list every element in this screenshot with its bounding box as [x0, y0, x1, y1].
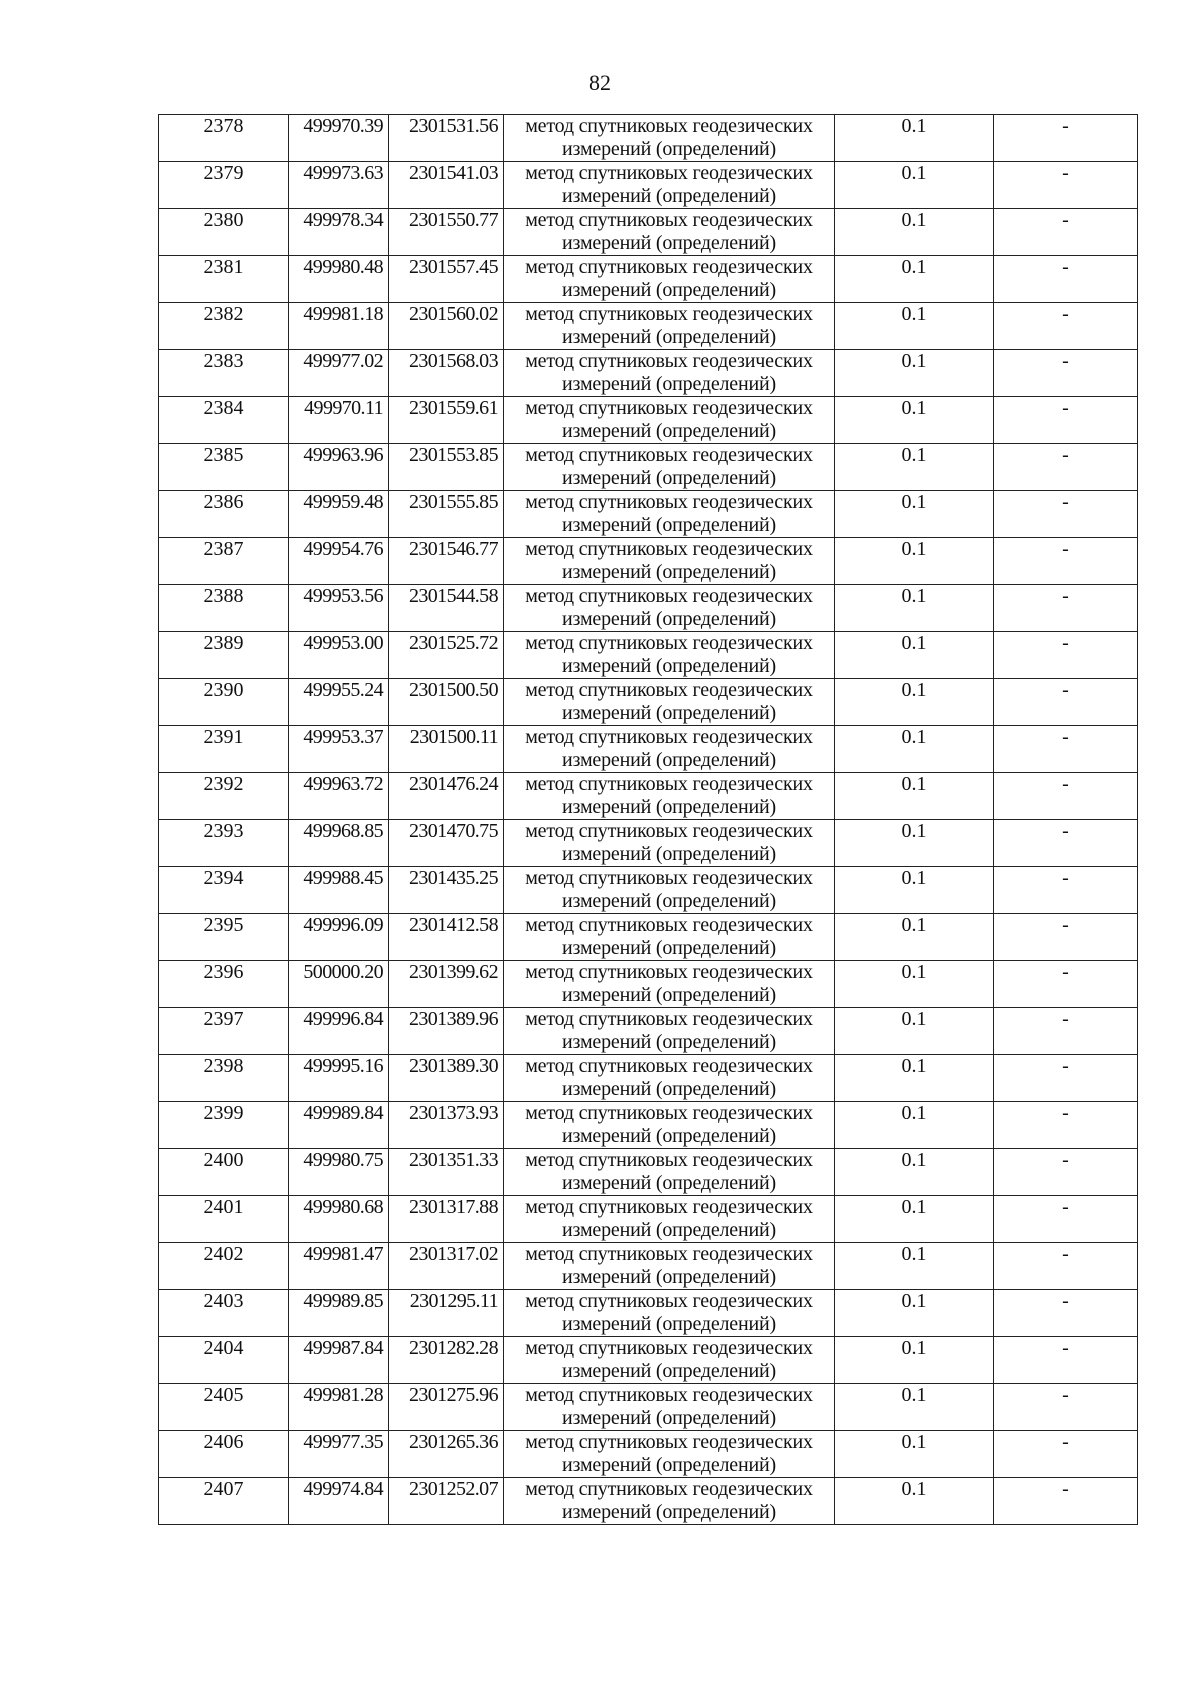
note-cell: - [994, 162, 1138, 209]
point-number-cell: 2383 [159, 350, 289, 397]
method-cell: метод спутниковых геодезических измерений (определений) [504, 1478, 835, 1525]
point-number-cell: 2399 [159, 1102, 289, 1149]
point-number-cell: 2391 [159, 726, 289, 773]
x-coordinate-cell: 499980.48 [289, 256, 389, 303]
page-number: 82 [589, 70, 611, 95]
note-cell: - [994, 1384, 1138, 1431]
table-row [159, 1102, 1138, 1149]
x-coordinate-cell: 499959.48 [289, 491, 389, 538]
table-row [159, 209, 1138, 256]
x-coordinate-cell: 499978.34 [289, 209, 389, 256]
point-number-cell: 2400 [159, 1149, 289, 1196]
accuracy-cell: 0.1 [835, 538, 994, 585]
note-cell: - [994, 1337, 1138, 1384]
y-coordinate-cell: 2301525.72 [389, 632, 504, 679]
y-coordinate-cell: 2301317.02 [389, 1243, 504, 1290]
x-coordinate-cell: 499980.68 [289, 1196, 389, 1243]
method-cell: метод спутниковых геодезических измерений (определений) [504, 444, 835, 491]
table-row [159, 115, 1138, 162]
accuracy-cell: 0.1 [835, 867, 994, 914]
y-coordinate-cell: 2301550.77 [389, 209, 504, 256]
table-row [159, 1055, 1138, 1102]
x-coordinate-cell: 499996.84 [289, 1008, 389, 1055]
x-coordinate-cell: 499977.02 [289, 350, 389, 397]
y-coordinate-cell: 2301559.61 [389, 397, 504, 444]
note-cell: - [994, 867, 1138, 914]
note-cell: - [994, 256, 1138, 303]
point-number-cell: 2390 [159, 679, 289, 726]
method-cell: метод спутниковых геодезических измерений (определений) [504, 1196, 835, 1243]
method-cell: метод спутниковых геодезических измерений (определений) [504, 820, 835, 867]
note-cell: - [994, 397, 1138, 444]
x-coordinate-cell: 499981.47 [289, 1243, 389, 1290]
point-number-cell: 2403 [159, 1290, 289, 1337]
note-cell: - [994, 1243, 1138, 1290]
accuracy-cell: 0.1 [835, 1243, 994, 1290]
x-coordinate-cell: 499989.84 [289, 1102, 389, 1149]
y-coordinate-cell: 2301317.88 [389, 1196, 504, 1243]
note-cell: - [994, 209, 1138, 256]
method-cell: метод спутниковых геодезических измерений (определений) [504, 1337, 835, 1384]
method-cell: метод спутниковых геодезических измерений (определений) [504, 1008, 835, 1055]
point-number-cell: 2396 [159, 961, 289, 1008]
method-cell: метод спутниковых геодезических измерений (определений) [504, 1243, 835, 1290]
accuracy-cell: 0.1 [835, 1384, 994, 1431]
accuracy-cell: 0.1 [835, 1431, 994, 1478]
table-row [159, 1384, 1138, 1431]
table-row [159, 1243, 1138, 1290]
method-cell: метод спутниковых геодезических измерений (определений) [504, 679, 835, 726]
note-cell: - [994, 1102, 1138, 1149]
note-cell: - [994, 538, 1138, 585]
coordinates-table [158, 114, 1138, 1525]
method-cell: метод спутниковых геодезических измерений (определений) [504, 303, 835, 350]
point-number-cell: 2398 [159, 1055, 289, 1102]
point-number-cell: 2389 [159, 632, 289, 679]
table-row [159, 1290, 1138, 1337]
y-coordinate-cell: 2301265.36 [389, 1431, 504, 1478]
point-number-cell: 2393 [159, 820, 289, 867]
note-cell: - [994, 1431, 1138, 1478]
y-coordinate-cell: 2301435.25 [389, 867, 504, 914]
y-coordinate-cell: 2301295.11 [389, 1290, 504, 1337]
table-row [159, 256, 1138, 303]
note-cell: - [994, 679, 1138, 726]
x-coordinate-cell: 499973.63 [289, 162, 389, 209]
point-number-cell: 2388 [159, 585, 289, 632]
method-cell: метод спутниковых геодезических измерений (определений) [504, 1055, 835, 1102]
table-row [159, 679, 1138, 726]
point-number-cell: 2395 [159, 914, 289, 961]
method-cell: метод спутниковых геодезических измерений (определений) [504, 773, 835, 820]
accuracy-cell: 0.1 [835, 632, 994, 679]
method-cell: метод спутниковых геодезических измерений (определений) [504, 397, 835, 444]
note-cell: - [994, 303, 1138, 350]
accuracy-cell: 0.1 [835, 1008, 994, 1055]
note-cell: - [994, 1055, 1138, 1102]
accuracy-cell: 0.1 [835, 303, 994, 350]
table-row [159, 538, 1138, 585]
table-row [159, 1337, 1138, 1384]
point-number-cell: 2394 [159, 867, 289, 914]
accuracy-cell: 0.1 [835, 820, 994, 867]
table-row [159, 1149, 1138, 1196]
method-cell: метод спутниковых геодезических измерений (определений) [504, 162, 835, 209]
x-coordinate-cell: 499996.09 [289, 914, 389, 961]
table-row [159, 444, 1138, 491]
method-cell: метод спутниковых геодезических измерений (определений) [504, 961, 835, 1008]
point-number-cell: 2406 [159, 1431, 289, 1478]
y-coordinate-cell: 2301252.07 [389, 1478, 504, 1525]
x-coordinate-cell: 499988.45 [289, 867, 389, 914]
x-coordinate-cell: 499968.85 [289, 820, 389, 867]
y-coordinate-cell: 2301399.62 [389, 961, 504, 1008]
method-cell: метод спутниковых геодезических измерений (определений) [504, 1149, 835, 1196]
table-row [159, 773, 1138, 820]
y-coordinate-cell: 2301557.45 [389, 256, 504, 303]
x-coordinate-cell: 499953.56 [289, 585, 389, 632]
y-coordinate-cell: 2301275.96 [389, 1384, 504, 1431]
note-cell: - [994, 961, 1138, 1008]
x-coordinate-cell: 499963.96 [289, 444, 389, 491]
x-coordinate-cell: 499974.84 [289, 1478, 389, 1525]
point-number-cell: 2380 [159, 209, 289, 256]
table-row [159, 303, 1138, 350]
method-cell: метод спутниковых геодезических измерений (определений) [504, 867, 835, 914]
point-number-cell: 2405 [159, 1384, 289, 1431]
table-row [159, 162, 1138, 209]
point-number-cell: 2401 [159, 1196, 289, 1243]
accuracy-cell: 0.1 [835, 162, 994, 209]
x-coordinate-cell: 499953.00 [289, 632, 389, 679]
accuracy-cell: 0.1 [835, 914, 994, 961]
x-coordinate-cell: 499980.75 [289, 1149, 389, 1196]
y-coordinate-cell: 2301541.03 [389, 162, 504, 209]
x-coordinate-cell: 499963.72 [289, 773, 389, 820]
note-cell: - [994, 914, 1138, 961]
note-cell: - [994, 350, 1138, 397]
y-coordinate-cell: 2301476.24 [389, 773, 504, 820]
method-cell: метод спутниковых геодезических измерений (определений) [504, 491, 835, 538]
method-cell: метод спутниковых геодезических измерений (определений) [504, 256, 835, 303]
y-coordinate-cell: 2301544.58 [389, 585, 504, 632]
point-number-cell: 2385 [159, 444, 289, 491]
point-number-cell: 2381 [159, 256, 289, 303]
point-number-cell: 2382 [159, 303, 289, 350]
point-number-cell: 2404 [159, 1337, 289, 1384]
accuracy-cell: 0.1 [835, 726, 994, 773]
y-coordinate-cell: 2301470.75 [389, 820, 504, 867]
x-coordinate-cell: 499987.84 [289, 1337, 389, 1384]
method-cell: метод спутниковых геодезических измерений (определений) [504, 115, 835, 162]
y-coordinate-cell: 2301500.11 [389, 726, 504, 773]
method-cell: метод спутниковых геодезических измерений (определений) [504, 726, 835, 773]
method-cell: метод спутниковых геодезических измерений (определений) [504, 1290, 835, 1337]
x-coordinate-cell: 499970.39 [289, 115, 389, 162]
note-cell: - [994, 1290, 1138, 1337]
point-number-cell: 2397 [159, 1008, 289, 1055]
y-coordinate-cell: 2301389.96 [389, 1008, 504, 1055]
y-coordinate-cell: 2301546.77 [389, 538, 504, 585]
accuracy-cell: 0.1 [835, 491, 994, 538]
note-cell: - [994, 444, 1138, 491]
x-coordinate-cell: 499989.85 [289, 1290, 389, 1337]
table-row [159, 1431, 1138, 1478]
table-row [159, 397, 1138, 444]
method-cell: метод спутниковых геодезических измерений (определений) [504, 1384, 835, 1431]
note-cell: - [994, 1008, 1138, 1055]
accuracy-cell: 0.1 [835, 256, 994, 303]
accuracy-cell: 0.1 [835, 115, 994, 162]
note-cell: - [994, 632, 1138, 679]
point-number-cell: 2379 [159, 162, 289, 209]
point-number-cell: 2392 [159, 773, 289, 820]
point-number-cell: 2386 [159, 491, 289, 538]
method-cell: метод спутниковых геодезических измерений (определений) [504, 632, 835, 679]
table-row [159, 350, 1138, 397]
point-number-cell: 2378 [159, 115, 289, 162]
point-number-cell: 2384 [159, 397, 289, 444]
table-row [159, 961, 1138, 1008]
table-row [159, 1008, 1138, 1055]
table-row [159, 491, 1138, 538]
accuracy-cell: 0.1 [835, 1055, 994, 1102]
note-cell: - [994, 820, 1138, 867]
point-number-cell: 2387 [159, 538, 289, 585]
y-coordinate-cell: 2301568.03 [389, 350, 504, 397]
point-number-cell: 2407 [159, 1478, 289, 1525]
y-coordinate-cell: 2301531.56 [389, 115, 504, 162]
y-coordinate-cell: 2301282.28 [389, 1337, 504, 1384]
y-coordinate-cell: 2301553.85 [389, 444, 504, 491]
method-cell: метод спутниковых геодезических измерений (определений) [504, 1431, 835, 1478]
accuracy-cell: 0.1 [835, 1290, 994, 1337]
method-cell: метод спутниковых геодезических измерений (определений) [504, 350, 835, 397]
method-cell: метод спутниковых геодезических измерений (определений) [504, 538, 835, 585]
table-row [159, 1478, 1138, 1525]
table-row [159, 632, 1138, 679]
y-coordinate-cell: 2301412.58 [389, 914, 504, 961]
y-coordinate-cell: 2301351.33 [389, 1149, 504, 1196]
method-cell: метод спутниковых геодезических измерений (определений) [504, 209, 835, 256]
accuracy-cell: 0.1 [835, 350, 994, 397]
y-coordinate-cell: 2301555.85 [389, 491, 504, 538]
x-coordinate-cell: 500000.20 [289, 961, 389, 1008]
accuracy-cell: 0.1 [835, 1149, 994, 1196]
accuracy-cell: 0.1 [835, 679, 994, 726]
accuracy-cell: 0.1 [835, 1337, 994, 1384]
x-coordinate-cell: 499981.28 [289, 1384, 389, 1431]
table-row [159, 867, 1138, 914]
accuracy-cell: 0.1 [835, 209, 994, 256]
coordinates-table-body [159, 115, 1138, 1525]
accuracy-cell: 0.1 [835, 1478, 994, 1525]
method-cell: метод спутниковых геодезических измерений (определений) [504, 914, 835, 961]
accuracy-cell: 0.1 [835, 773, 994, 820]
method-cell: метод спутниковых геодезических измерений (определений) [504, 1102, 835, 1149]
table-row [159, 585, 1138, 632]
x-coordinate-cell: 499995.16 [289, 1055, 389, 1102]
accuracy-cell: 0.1 [835, 397, 994, 444]
note-cell: - [994, 1478, 1138, 1525]
note-cell: - [994, 115, 1138, 162]
accuracy-cell: 0.1 [835, 1196, 994, 1243]
y-coordinate-cell: 2301560.02 [389, 303, 504, 350]
x-coordinate-cell: 499981.18 [289, 303, 389, 350]
y-coordinate-cell: 2301500.50 [389, 679, 504, 726]
y-coordinate-cell: 2301389.30 [389, 1055, 504, 1102]
x-coordinate-cell: 499977.35 [289, 1431, 389, 1478]
note-cell: - [994, 1196, 1138, 1243]
table-row [159, 726, 1138, 773]
x-coordinate-cell: 499953.37 [289, 726, 389, 773]
x-coordinate-cell: 499970.11 [289, 397, 389, 444]
note-cell: - [994, 491, 1138, 538]
x-coordinate-cell: 499955.24 [289, 679, 389, 726]
x-coordinate-cell: 499954.76 [289, 538, 389, 585]
y-coordinate-cell: 2301373.93 [389, 1102, 504, 1149]
table-row [159, 1196, 1138, 1243]
table-row [159, 914, 1138, 961]
accuracy-cell: 0.1 [835, 585, 994, 632]
note-cell: - [994, 1149, 1138, 1196]
table-row [159, 820, 1138, 867]
note-cell: - [994, 726, 1138, 773]
accuracy-cell: 0.1 [835, 961, 994, 1008]
accuracy-cell: 0.1 [835, 444, 994, 491]
note-cell: - [994, 585, 1138, 632]
method-cell: метод спутниковых геодезических измерений (определений) [504, 585, 835, 632]
accuracy-cell: 0.1 [835, 1102, 994, 1149]
note-cell: - [994, 773, 1138, 820]
point-number-cell: 2402 [159, 1243, 289, 1290]
